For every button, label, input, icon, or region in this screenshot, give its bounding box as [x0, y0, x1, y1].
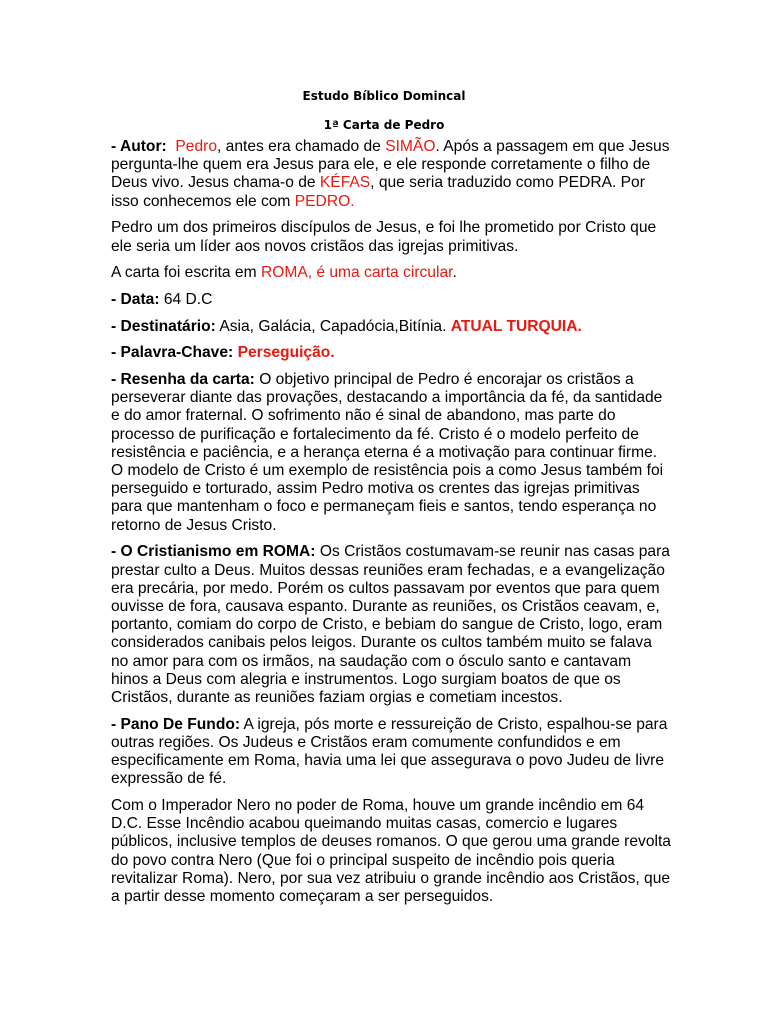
resenha-label: - Resenha da carta: — [111, 371, 255, 389]
paragraph-resenha — [111, 371, 671, 535]
autor-text-1: , antes era chamado de — [217, 138, 386, 155]
paragraph-data — [111, 291, 671, 309]
paragraph-carta — [111, 264, 671, 282]
paragraph-nero: Com o Imperador Nero no poder de Roma, houve um grande incêndio em 64 D.C. Esse Incêndio acabou queimando muitas casas, comercio e lugares públicos, inclusive templos de deuses romanos. O que gerou uma grande revolta do povo contra Nero (Que foi o principal suspeito de incêndio pois queria revitalizar Roma). Nero, por sua vez atribuiu o grande incêndio aos Cristãos, que a partir desse momento começaram a ser perseguidos. — [111, 797, 671, 906]
autor-pedro: PEDRO. — [294, 192, 355, 210]
destinatario-value: Asia, Galácia, Capadócia,Bitínia. — [215, 317, 451, 335]
autor-simao: SIMÃO — [385, 138, 436, 155]
document-header — [0, 86, 768, 136]
autor-label: - Autor: — [111, 138, 167, 155]
paragraph-discipulo: Pedro um dos primeiros discípulos de Jesus, e foi lhe prometido por Cristo que ele seria um líder aos novos cristãos das igrejas primitivas. — [111, 219, 657, 255]
autor-kefas: KÉFAS — [319, 174, 371, 192]
palavra-value: Perseguição. — [237, 344, 335, 362]
palavra-label: - Palavra-Chave: — [111, 344, 234, 362]
pano-label: - Pano De Fundo: — [111, 715, 241, 733]
document-subtitle: 1ª Carta de Pedro — [323, 118, 445, 132]
document-body — [111, 138, 671, 915]
carta-text-1: A carta foi escrita em — [111, 264, 261, 282]
destinatario-red: ATUAL TURQUIA. — [450, 317, 582, 335]
autor-text-2: . Após a passagem em que Jesus pergunta-lhe quem era Jesus para ele, e ele responde corretamente o filho de Deus vivo. Jesus chama-o de — [111, 138, 670, 192]
data-label: - Data: — [111, 290, 160, 308]
paragraph-autor — [111, 138, 671, 211]
paragraph-cristianismo — [111, 543, 671, 707]
paragraph-destinatario — [111, 318, 671, 336]
carta-text-2: . — [452, 264, 457, 282]
paragraph-palavra-chave — [111, 344, 671, 362]
destinatario-label: - Destinatário: — [111, 317, 216, 335]
document-title: Estudo Bíblico Domincal — [302, 89, 466, 103]
autor-name: Pedro — [175, 138, 218, 155]
resenha-text: O objetivo principal de Pedro é encorajar os cristãos a perseverar diante das provações, destacando a importância da fé, da santidade e do amor fraternal. O sofrimento não é sinal de abandono, mas parte do processo de purificação e fortalecimento da fé. Cristo é o modelo perfeito de resistência e paciência, e a herança eterna é a motivação para continuar firme. O modelo de Cristo é um exemplo de resistência pois a como Jesus também foi perseguido e torturado, assim Pedro motiva os crentes das igrejas primitivas para que mantenham o foco e permaneçam fieis e santos, tendo esperança no retorno de Jesus Cristo. — [111, 371, 664, 534]
data-value: 64 D.C — [159, 290, 213, 308]
pano-text: A igreja, pós morte e ressureição de Cristo, espalhou-se para outras regiões. Os Judeus e Cristãos eram comumente confundidos e em especificamente em Roma, havia uma lei que assegurava o povo Judeu de livre expressão de fé. — [111, 715, 668, 788]
cristianismo-text: Os Cristãos costumavam-se reunir nas casas para prestar culto a Deus. Muitos dessas reuniões eram fechadas, e a evangelização era precária, por medo. Porém os cultos passavam por eventos que para quem ouvisse de fora, causava espanto. Durante as reuniões, os Cristãos ceavam, e, portanto, comiam do corpo de Cristo, e bebiam do sangue de Cristo, logo, eram considerados canibais pelos leigos. Durante os cultos também muito se falava no amor para com os irmãos, na saudação com o ósculo santo e cantavam hinos a Deus com alegria e instrumentos. Logo surgiam boatos de que os Cristãos, durante as reuniões faziam orgias e cometiam incestos. — [111, 543, 670, 706]
carta-red: ROMA, é uma carta circular — [260, 264, 453, 282]
cristianismo-label: - O Cristianismo em ROMA: — [111, 543, 316, 561]
autor-text-3: , que seria traduzido como PEDRA. Por isso conhecemos ele com — [111, 174, 645, 210]
paragraph-pano-de-fundo — [111, 716, 671, 789]
